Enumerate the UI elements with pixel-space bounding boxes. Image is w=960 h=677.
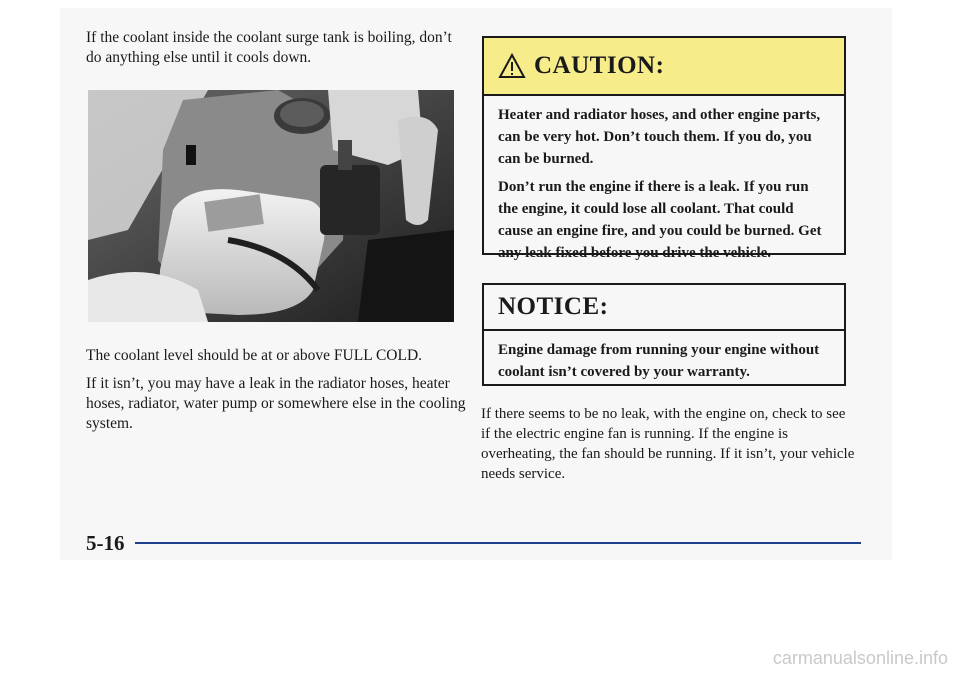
warning-triangle-icon	[498, 53, 526, 79]
page-footer	[86, 530, 861, 556]
notice-header	[484, 285, 844, 331]
engine-coolant-tank-photo	[88, 90, 454, 322]
leak-text: If it isn’t, you may have a leak in the radiator hoses, heater hoses, radiator, water pump or somewhere else in the cooling system.	[86, 375, 466, 432]
engine-photo-illustration	[88, 90, 454, 322]
caution-header	[484, 38, 844, 96]
caution-title: CAUTION:	[534, 52, 665, 79]
page-number: 5-16	[86, 530, 125, 555]
notice-paragraph: Engine damage from running your engine without coolant isn’t covered by your warranty.	[498, 342, 820, 380]
caution-paragraph: Don’t run the engine if there is a leak. If you run the engine, it could lose all coolant. That could cause an engine fire, and you could be burned. Get any leak fixed before you drive the vehicle.	[498, 179, 822, 261]
fan-check-text: If there seems to be no leak, with the engine on, check to see if the electric engine fan is running. If the engine is overheating, the fan should be running. If it isn’t, your vehicle needs service.	[481, 406, 855, 482]
watermark-text: carmanualsonline.info	[772, 648, 948, 668]
intro-text: If the coolant inside the coolant surge tank is boiling, don’t do anything else until it cools down.	[86, 29, 452, 66]
notice-box	[482, 283, 846, 386]
footer-rule	[135, 542, 862, 544]
notice-title: NOTICE:	[498, 293, 609, 320]
caution-paragraph: Heater and radiator hoses, and other engine parts, can be very hot. Don’t touch them. If you do, you can be burned.	[498, 107, 821, 167]
notice-body	[484, 331, 844, 383]
caution-body	[484, 96, 844, 264]
coolant-level-text: The coolant level should be at or above FULL COLD.	[86, 347, 423, 364]
caution-box	[482, 36, 846, 261]
